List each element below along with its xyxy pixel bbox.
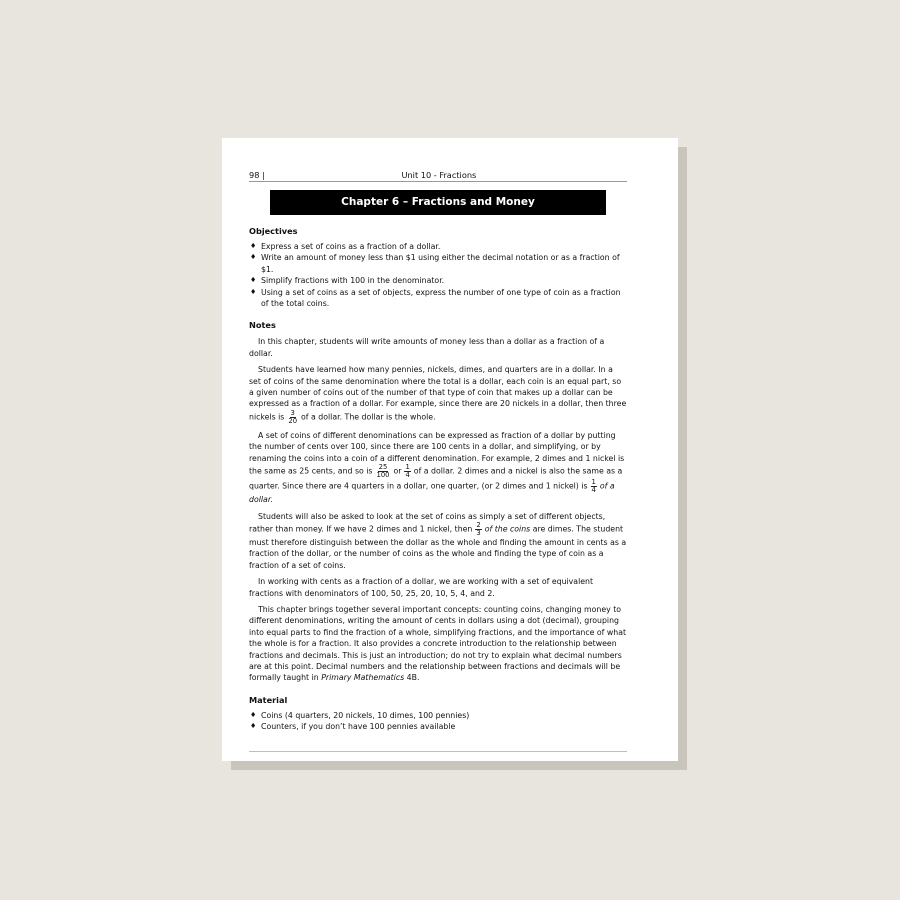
material-list [249, 710, 627, 733]
notes-paragraph [249, 576, 627, 599]
list-item-text: Simplify fractions with 100 in the denominator. [261, 276, 445, 286]
notes-paragraph [249, 604, 627, 684]
fraction-denominator: 3 [476, 528, 481, 537]
paragraph-text: are dimes. The student must therefore distinguish between the dollar as the whole and finding the amount in cents as a fraction of the dollar, or the number of coins as the whole and finding the type of coin as a fraction of a set of coins. [249, 524, 627, 570]
fraction-denominator: 4 [405, 471, 410, 480]
fraction [475, 522, 481, 537]
notes-heading: Notes [249, 320, 276, 331]
fraction [287, 410, 298, 425]
list-item-text: Counters, if you don’t have 100 pennies available [261, 722, 456, 732]
objectives-list [249, 241, 627, 309]
notes-paragraph [249, 364, 627, 425]
notes-paragraph [249, 336, 627, 359]
fraction-numerator: 1 [405, 463, 410, 472]
paragraph-text: of a dollar. The dollar is the whole. [301, 412, 436, 422]
paragraph-text: In this chapter, students will write amounts of money less than a dollar as a fraction of a dollar. [249, 337, 605, 358]
material-heading: Material [249, 694, 288, 705]
objectives-heading: Objectives [249, 226, 298, 236]
list-item-text: Coins (4 quarters, 20 nickels, 10 dimes, 100 pennies) [261, 710, 470, 720]
list-item-text: Write an amount of money less than $1 using either the decimal notation or as a fraction of $1. [261, 253, 620, 274]
page-content [249, 170, 627, 752]
page-number: 98 | [249, 170, 265, 180]
paragraph-emphasis: of a dollar. [249, 481, 615, 505]
fraction-denominator: 4 [591, 486, 596, 495]
fraction-denominator: 100 [376, 471, 390, 480]
paragraph-text: or [393, 466, 402, 476]
diamond-bullet-icon: ♦ [250, 242, 257, 250]
unit-title: Unit 10 - Fractions [401, 170, 477, 180]
fraction [591, 479, 597, 494]
diamond-bullet-icon: ♦ [250, 287, 257, 296]
list-item [249, 275, 627, 286]
chapter-title: Chapter 6 – Fractions and Money [270, 190, 606, 215]
paragraph-text: In working with cents as a fraction of a dollar, we are working with a set of equivalent fractions with denominators of 100, 50, 25, 20, 10, 5, 4, and 2. [249, 577, 594, 598]
notes-paragraph [249, 430, 627, 506]
fraction [376, 464, 391, 479]
list-item [249, 287, 627, 310]
document-page [222, 138, 678, 761]
paragraph-text: Students will also be asked to look at the set of coins as simply a set of different objects, rather than money. If we have 2 dimes and 1 nickel, then [249, 511, 606, 534]
diamond-bullet-icon: ♦ [250, 276, 257, 285]
notes-paragraph [249, 511, 627, 572]
footer-divider [249, 751, 627, 752]
list-item-text: Using a set of coins as a set of objects, express the number of one type of coin as a fraction of the total coins. [261, 287, 621, 309]
paragraph-text: of a dollar. 2 dimes and a nickel is also the same as a quarter. Since there are 4 quarters in a dollar, one quarter, (or 2 dimes and 1 nickel) is [249, 466, 623, 491]
page-header [249, 170, 627, 182]
list-item [249, 721, 627, 732]
fraction-denominator: 20 [288, 416, 298, 425]
paragraph-text: Students have learned how many pennies, nickels, dimes, and quarters are in a dollar. In a set of coins of the same denomination where the total is a dollar, each coin is an equal part, so a given number of coins out of the number of that type of coin that makes up a dollar can be expressed as a fraction of a dollar. For example, since there are 20 nickels in a dollar, then three nickels is [249, 365, 627, 422]
list-item [249, 252, 627, 275]
list-item [249, 241, 627, 252]
diamond-bullet-icon: ♦ [250, 710, 257, 719]
fraction-numerator: 1 [591, 478, 596, 487]
paragraph-text: A set of coins of different denominations can be expressed as fraction of a dollar by putting the number of cents over 100, since there are 100 cents in a dollar, and simplifying, or by renaming the coins into a coin of a different denomination. For example, 2 dimes and 1 nickel is the same as 25 cents, and so is [249, 430, 625, 476]
paragraph-emphasis: of the coins [484, 524, 531, 534]
diamond-bullet-icon: ♦ [250, 253, 257, 262]
diamond-bullet-icon: ♦ [250, 722, 257, 731]
fraction-numerator: 25 [378, 463, 388, 472]
list-item-text: Express a set of coins as a fraction of a dollar. [261, 242, 441, 251]
paragraph-text: This chapter brings together several important concepts: counting coins, changing money to different denominations, writing the amount of cents in dollars using a dot (decimal), grouping into equal parts to find the fraction of a whole, simplifying fractions, and the importance of what the whole is for a fraction. It also provides a concrete introduction to the relationship between fractions and decimals. This is just an introduction; do not try to explain what decimal numbers are at this point. Decimal numbers and the relationship between fractions and decimals will be formally taught in [249, 604, 627, 683]
paragraph-text: 4B. [406, 673, 420, 683]
fraction [404, 464, 410, 479]
list-item [249, 710, 627, 721]
fraction-numerator: 3 [290, 408, 295, 417]
fraction-numerator: 2 [476, 520, 481, 529]
paragraph-emphasis: Primary Mathematics [321, 673, 405, 683]
